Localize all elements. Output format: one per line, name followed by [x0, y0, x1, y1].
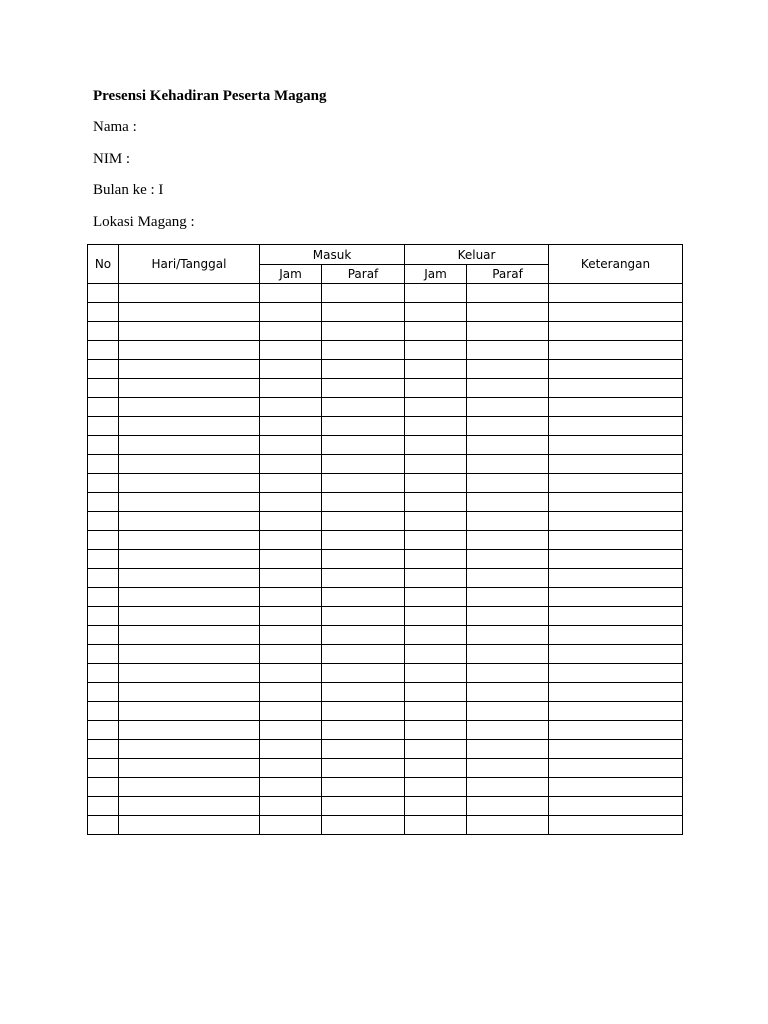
- cell-keluar-paraf: [467, 512, 549, 531]
- cell-no: [88, 626, 119, 645]
- cell-keluar-jam: [405, 816, 467, 835]
- cell-keluar-paraf: [467, 303, 549, 322]
- cell-hari-tanggal: [119, 493, 260, 512]
- cell-masuk-paraf: [322, 683, 405, 702]
- cell-no: [88, 721, 119, 740]
- cell-masuk-jam: [260, 816, 322, 835]
- cell-keluar-jam: [405, 588, 467, 607]
- cell-keluar-jam: [405, 797, 467, 816]
- cell-masuk-jam: [260, 759, 322, 778]
- header-keluar: Keluar: [405, 245, 549, 265]
- cell-masuk-jam: [260, 702, 322, 721]
- table-row: [88, 398, 683, 417]
- cell-masuk-paraf: [322, 455, 405, 474]
- cell-keluar-jam: [405, 683, 467, 702]
- cell-no: [88, 493, 119, 512]
- table-row: [88, 664, 683, 683]
- cell-keluar-paraf: [467, 588, 549, 607]
- cell-masuk-jam: [260, 360, 322, 379]
- cell-keluar-paraf: [467, 664, 549, 683]
- cell-hari-tanggal: [119, 417, 260, 436]
- cell-keterangan: [549, 303, 683, 322]
- cell-keluar-paraf: [467, 398, 549, 417]
- cell-keterangan: [549, 322, 683, 341]
- cell-no: [88, 778, 119, 797]
- header-hari-tanggal: Hari/Tanggal: [119, 245, 260, 284]
- cell-no: [88, 740, 119, 759]
- cell-masuk-jam: [260, 645, 322, 664]
- table-row: [88, 797, 683, 816]
- cell-keluar-jam: [405, 284, 467, 303]
- cell-keluar-paraf: [467, 626, 549, 645]
- cell-hari-tanggal: [119, 702, 260, 721]
- cell-keluar-paraf: [467, 474, 549, 493]
- cell-keluar-paraf: [467, 322, 549, 341]
- cell-masuk-jam: [260, 493, 322, 512]
- cell-keluar-jam: [405, 550, 467, 569]
- table-row: [88, 683, 683, 702]
- table-row: [88, 303, 683, 322]
- cell-masuk-paraf: [322, 360, 405, 379]
- cell-masuk-jam: [260, 436, 322, 455]
- cell-masuk-jam: [260, 607, 322, 626]
- cell-masuk-paraf: [322, 550, 405, 569]
- cell-masuk-jam: [260, 303, 322, 322]
- cell-keluar-jam: [405, 379, 467, 398]
- cell-keterangan: [549, 531, 683, 550]
- table-row: [88, 759, 683, 778]
- table-row: [88, 436, 683, 455]
- table-row: [88, 531, 683, 550]
- cell-hari-tanggal: [119, 816, 260, 835]
- cell-keluar-jam: [405, 664, 467, 683]
- cell-masuk-jam: [260, 284, 322, 303]
- header-keterangan: Keterangan: [549, 245, 683, 284]
- cell-hari-tanggal: [119, 436, 260, 455]
- cell-keluar-paraf: [467, 493, 549, 512]
- table-row: [88, 550, 683, 569]
- cell-masuk-paraf: [322, 664, 405, 683]
- cell-keluar-paraf: [467, 436, 549, 455]
- cell-hari-tanggal: [119, 626, 260, 645]
- cell-keluar-jam: [405, 398, 467, 417]
- cell-masuk-jam: [260, 531, 322, 550]
- cell-masuk-paraf: [322, 303, 405, 322]
- cell-keluar-jam: [405, 360, 467, 379]
- cell-keluar-jam: [405, 303, 467, 322]
- cell-keterangan: [549, 360, 683, 379]
- cell-hari-tanggal: [119, 512, 260, 531]
- cell-keluar-jam: [405, 493, 467, 512]
- cell-keterangan: [549, 493, 683, 512]
- cell-keluar-paraf: [467, 702, 549, 721]
- table-row: [88, 778, 683, 797]
- cell-hari-tanggal: [119, 322, 260, 341]
- cell-keluar-paraf: [467, 284, 549, 303]
- cell-keterangan: [549, 797, 683, 816]
- cell-masuk-paraf: [322, 778, 405, 797]
- cell-keterangan: [549, 607, 683, 626]
- cell-hari-tanggal: [119, 284, 260, 303]
- cell-keluar-paraf: [467, 721, 549, 740]
- cell-no: [88, 474, 119, 493]
- cell-hari-tanggal: [119, 303, 260, 322]
- table-row: [88, 512, 683, 531]
- cell-keterangan: [549, 417, 683, 436]
- cell-masuk-paraf: [322, 398, 405, 417]
- cell-masuk-jam: [260, 512, 322, 531]
- cell-keterangan: [549, 759, 683, 778]
- cell-masuk-jam: [260, 721, 322, 740]
- cell-keluar-jam: [405, 341, 467, 360]
- cell-masuk-jam: [260, 550, 322, 569]
- cell-keluar-paraf: [467, 797, 549, 816]
- cell-masuk-paraf: [322, 759, 405, 778]
- cell-keluar-paraf: [467, 569, 549, 588]
- cell-keterangan: [549, 569, 683, 588]
- cell-no: [88, 683, 119, 702]
- table-row: [88, 816, 683, 835]
- cell-masuk-paraf: [322, 721, 405, 740]
- cell-keluar-jam: [405, 702, 467, 721]
- cell-keluar-jam: [405, 455, 467, 474]
- cell-keterangan: [549, 284, 683, 303]
- table-row: [88, 284, 683, 303]
- cell-hari-tanggal: [119, 645, 260, 664]
- cell-keluar-paraf: [467, 550, 549, 569]
- cell-keterangan: [549, 341, 683, 360]
- table-row: [88, 588, 683, 607]
- cell-no: [88, 702, 119, 721]
- cell-keterangan: [549, 626, 683, 645]
- table-row: [88, 360, 683, 379]
- table-row: [88, 341, 683, 360]
- cell-masuk-paraf: [322, 512, 405, 531]
- cell-hari-tanggal: [119, 474, 260, 493]
- cell-hari-tanggal: [119, 569, 260, 588]
- cell-masuk-jam: [260, 797, 322, 816]
- cell-hari-tanggal: [119, 550, 260, 569]
- cell-masuk-jam: [260, 322, 322, 341]
- cell-keluar-paraf: [467, 455, 549, 474]
- cell-masuk-paraf: [322, 379, 405, 398]
- table-row: [88, 740, 683, 759]
- cell-hari-tanggal: [119, 531, 260, 550]
- cell-no: [88, 797, 119, 816]
- cell-no: [88, 550, 119, 569]
- cell-keluar-paraf: [467, 740, 549, 759]
- table-header-row-1: [88, 245, 683, 265]
- cell-no: [88, 531, 119, 550]
- cell-no: [88, 455, 119, 474]
- cell-keluar-jam: [405, 512, 467, 531]
- cell-hari-tanggal: [119, 759, 260, 778]
- cell-no: [88, 588, 119, 607]
- cell-keluar-paraf: [467, 778, 549, 797]
- cell-keterangan: [549, 683, 683, 702]
- cell-masuk-jam: [260, 683, 322, 702]
- cell-masuk-jam: [260, 778, 322, 797]
- cell-no: [88, 341, 119, 360]
- cell-no: [88, 398, 119, 417]
- cell-keluar-paraf: [467, 683, 549, 702]
- cell-keluar-jam: [405, 740, 467, 759]
- cell-keterangan: [549, 721, 683, 740]
- cell-no: [88, 417, 119, 436]
- cell-keluar-paraf: [467, 531, 549, 550]
- cell-masuk-paraf: [322, 417, 405, 436]
- cell-keterangan: [549, 588, 683, 607]
- cell-keluar-paraf: [467, 379, 549, 398]
- cell-no: [88, 759, 119, 778]
- cell-no: [88, 512, 119, 531]
- cell-keterangan: [549, 664, 683, 683]
- nama-field-label: Nama :: [93, 119, 137, 135]
- cell-masuk-paraf: [322, 493, 405, 512]
- header-masuk-jam: Jam: [260, 265, 322, 284]
- header-masuk-paraf: Paraf: [322, 265, 405, 284]
- cell-keterangan: [549, 778, 683, 797]
- cell-hari-tanggal: [119, 740, 260, 759]
- table-row: [88, 569, 683, 588]
- cell-keterangan: [549, 512, 683, 531]
- cell-no: [88, 284, 119, 303]
- table-row: [88, 626, 683, 645]
- cell-keterangan: [549, 550, 683, 569]
- cell-keterangan: [549, 702, 683, 721]
- cell-keluar-jam: [405, 607, 467, 626]
- attendance-table-body: [88, 284, 683, 835]
- cell-no: [88, 664, 119, 683]
- cell-masuk-jam: [260, 379, 322, 398]
- cell-hari-tanggal: [119, 588, 260, 607]
- cell-masuk-jam: [260, 740, 322, 759]
- table-row: [88, 322, 683, 341]
- cell-masuk-jam: [260, 664, 322, 683]
- cell-keluar-paraf: [467, 360, 549, 379]
- cell-masuk-paraf: [322, 284, 405, 303]
- cell-masuk-jam: [260, 455, 322, 474]
- cell-keterangan: [549, 645, 683, 664]
- cell-no: [88, 360, 119, 379]
- document-title: Presensi Kehadiran Peserta Magang: [93, 88, 327, 104]
- table-row: [88, 493, 683, 512]
- cell-hari-tanggal: [119, 797, 260, 816]
- table-row: [88, 474, 683, 493]
- header-keluar-paraf: Paraf: [467, 265, 549, 284]
- cell-keluar-jam: [405, 778, 467, 797]
- cell-masuk-paraf: [322, 341, 405, 360]
- bulan-field-label: Bulan ke : I: [93, 182, 164, 198]
- header-keluar-jam: Jam: [405, 265, 467, 284]
- cell-no: [88, 303, 119, 322]
- cell-masuk-jam: [260, 588, 322, 607]
- cell-hari-tanggal: [119, 607, 260, 626]
- cell-masuk-paraf: [322, 740, 405, 759]
- cell-no: [88, 322, 119, 341]
- table-row: [88, 379, 683, 398]
- cell-masuk-paraf: [322, 797, 405, 816]
- cell-keluar-jam: [405, 721, 467, 740]
- cell-masuk-paraf: [322, 474, 405, 493]
- cell-keterangan: [549, 436, 683, 455]
- cell-masuk-jam: [260, 569, 322, 588]
- cell-keluar-paraf: [467, 645, 549, 664]
- cell-keterangan: [549, 816, 683, 835]
- cell-masuk-paraf: [322, 569, 405, 588]
- cell-masuk-paraf: [322, 645, 405, 664]
- cell-masuk-paraf: [322, 531, 405, 550]
- cell-keluar-jam: [405, 626, 467, 645]
- cell-keterangan: [549, 455, 683, 474]
- cell-keluar-paraf: [467, 816, 549, 835]
- cell-masuk-paraf: [322, 626, 405, 645]
- cell-keluar-paraf: [467, 607, 549, 626]
- table-row: [88, 607, 683, 626]
- cell-keluar-jam: [405, 645, 467, 664]
- cell-hari-tanggal: [119, 341, 260, 360]
- cell-hari-tanggal: [119, 379, 260, 398]
- nim-field-label: NIM :: [93, 151, 131, 167]
- table-row: [88, 417, 683, 436]
- cell-masuk-paraf: [322, 436, 405, 455]
- cell-hari-tanggal: [119, 683, 260, 702]
- table-row: [88, 702, 683, 721]
- cell-keterangan: [549, 398, 683, 417]
- cell-no: [88, 379, 119, 398]
- cell-masuk-paraf: [322, 702, 405, 721]
- cell-keluar-jam: [405, 436, 467, 455]
- cell-masuk-jam: [260, 341, 322, 360]
- cell-keluar-jam: [405, 417, 467, 436]
- cell-hari-tanggal: [119, 360, 260, 379]
- cell-keterangan: [549, 474, 683, 493]
- cell-masuk-jam: [260, 626, 322, 645]
- cell-keluar-paraf: [467, 759, 549, 778]
- cell-keluar-paraf: [467, 417, 549, 436]
- cell-hari-tanggal: [119, 664, 260, 683]
- cell-keluar-jam: [405, 531, 467, 550]
- cell-keterangan: [549, 740, 683, 759]
- table-row: [88, 645, 683, 664]
- cell-hari-tanggal: [119, 721, 260, 740]
- cell-masuk-paraf: [322, 588, 405, 607]
- cell-masuk-jam: [260, 417, 322, 436]
- cell-no: [88, 569, 119, 588]
- lokasi-magang-field-label: Lokasi Magang :: [93, 214, 195, 230]
- cell-masuk-paraf: [322, 607, 405, 626]
- cell-keluar-paraf: [467, 341, 549, 360]
- cell-hari-tanggal: [119, 778, 260, 797]
- cell-hari-tanggal: [119, 455, 260, 474]
- cell-no: [88, 607, 119, 626]
- cell-no: [88, 816, 119, 835]
- cell-keterangan: [549, 379, 683, 398]
- cell-keluar-jam: [405, 759, 467, 778]
- cell-masuk-jam: [260, 398, 322, 417]
- cell-hari-tanggal: [119, 398, 260, 417]
- cell-masuk-jam: [260, 474, 322, 493]
- cell-no: [88, 436, 119, 455]
- table-row: [88, 455, 683, 474]
- attendance-table: [87, 244, 683, 835]
- cell-masuk-paraf: [322, 816, 405, 835]
- cell-keluar-jam: [405, 474, 467, 493]
- header-no: No: [88, 245, 119, 284]
- header-masuk: Masuk: [260, 245, 405, 265]
- cell-masuk-paraf: [322, 322, 405, 341]
- table-row: [88, 721, 683, 740]
- cell-keluar-jam: [405, 322, 467, 341]
- cell-no: [88, 645, 119, 664]
- cell-keluar-jam: [405, 569, 467, 588]
